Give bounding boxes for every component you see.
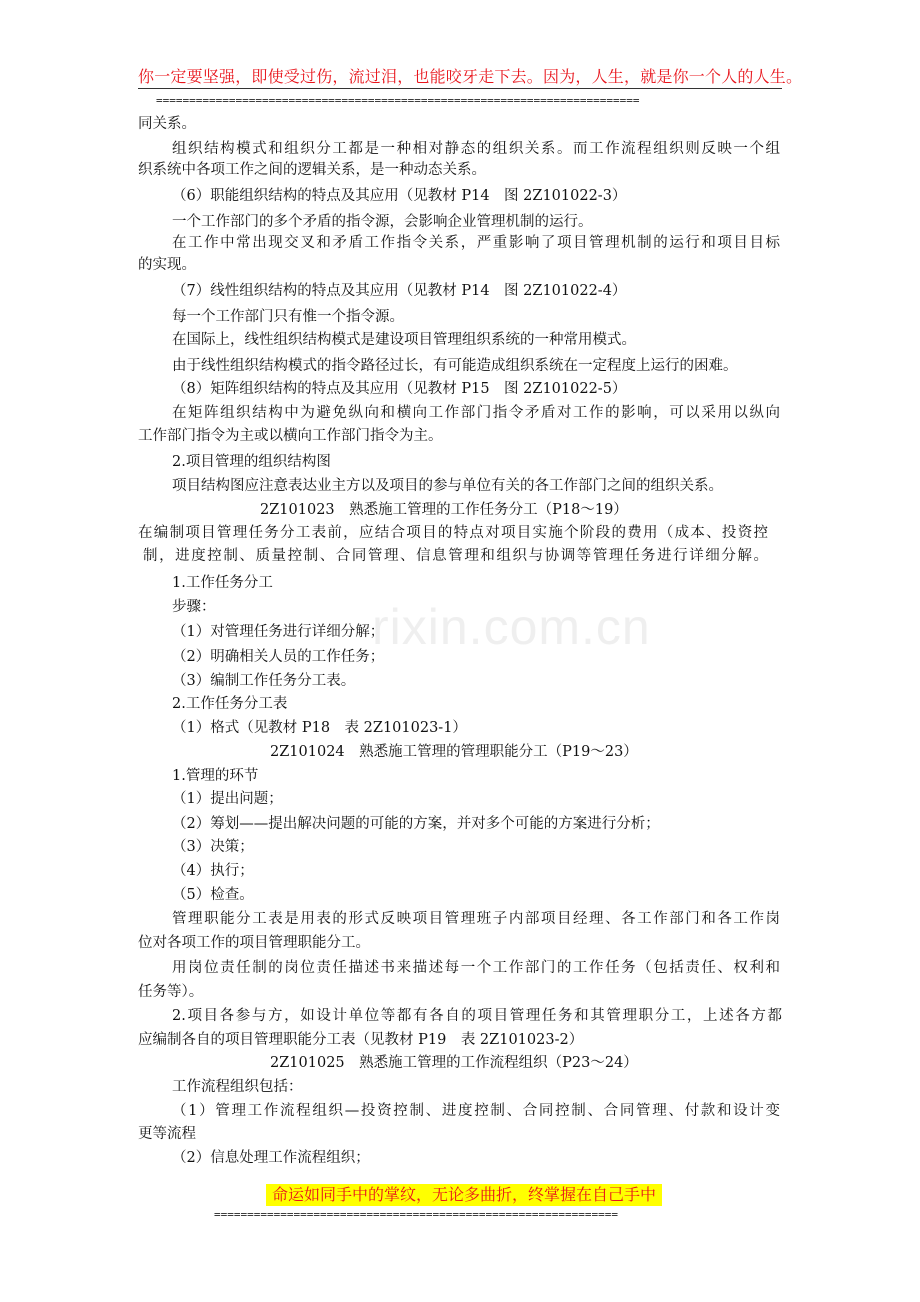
text-line: （2）明确相关人员的工作任务； <box>172 649 385 665</box>
text-line: 2.工作任务分工表 <box>172 696 288 712</box>
footer-separator: ============================================================= <box>214 1208 618 1221</box>
text-line: 同关系。 <box>138 116 196 132</box>
text-line: 一个工作部门的多个矛盾的指令源，会影响企业管理机制的运行。 <box>172 214 593 230</box>
watermark: rixin.com.cn <box>372 599 651 655</box>
text-line: （4）执行； <box>172 863 254 879</box>
text-line: 应编制各自的项目管理职能分工表（见教材 P19 表 2Z101023-2） <box>138 1032 584 1048</box>
text-line: 在编制项目管理任务分工表前，应结合项目的特点对项目实施个阶段的费用（成本、投资控 <box>138 525 768 541</box>
footer-motto: 命运如同手中的掌纹，无论多曲折，终掌握在自己手中 <box>266 1184 662 1206</box>
text-line: 每一个工作部门只有惟一个指令源。 <box>172 309 404 325</box>
text-line: 工作部门指令为主或以横向工作部门指令为主。 <box>138 428 443 444</box>
text-line: （5）检查。 <box>172 887 254 903</box>
text-line: 更等流程 <box>138 1126 196 1142</box>
text-line: （1）对管理任务进行详细分解； <box>172 624 385 640</box>
text-line: （7）线性组织结构的特点及其应用（见教材 P14 图 2Z101022-4） <box>172 283 627 299</box>
text-line: 由于线性组织结构模式的指令路径过长，有可能造成组织系统在一定程度上运行的困难。 <box>172 358 738 374</box>
text-line: 组织结构模式和组织分工都是一种相对静态的组织关系。而工作流程组织则反映一个组 <box>172 141 780 157</box>
text-line: 在国际上，线性组织结构模式是建设项目管理组织系统的一种常用模式。 <box>172 332 636 348</box>
text-line: 管理职能分工表是用表的形式反映项目管理班子内部项目经理、各工作部门和各工作岗 <box>172 911 780 927</box>
text-line: （1）提出问题； <box>172 791 283 807</box>
text-line: （1）格式（见教材 P18 表 2Z101023-1） <box>172 720 467 736</box>
text-line: （8）矩阵组织结构的特点及其应用（见教材 P15 图 2Z101022-5） <box>172 381 627 397</box>
text-line: 位对各项工作的项目管理职能分工。 <box>138 935 370 951</box>
text-line: （6）职能组织结构的特点及其应用（见教材 P14 图 2Z101022-3） <box>172 188 627 204</box>
header-separator: ========================================================================= <box>156 94 640 107</box>
text-line: （3）编制工作任务分工表。 <box>172 673 356 689</box>
text-line: 的实现。 <box>138 257 196 273</box>
text-line: 项目结构图应注意表达业主方以及项目的参与单位有关的各工作部门之间的组织关系。 <box>172 478 723 494</box>
text-line: 织系统中各项工作之间的逻辑关系，是一种动态关系。 <box>138 162 486 178</box>
text-line: 2Z101023 熟悉施工管理的工作任务分工（P18～19） <box>260 502 628 518</box>
text-line: （2）信息处理工作流程组织； <box>172 1150 370 1166</box>
text-line: 2.项目管理的组织结构图 <box>172 454 331 470</box>
text-line: 1.工作任务分工 <box>172 575 273 591</box>
text-line: （2）筹划——提出解决问题的可能的方案，并对多个可能的方案进行分析； <box>172 816 660 832</box>
text-line: 步骤： <box>172 599 216 615</box>
text-line: 工作流程组织包括： <box>172 1079 303 1095</box>
text-line: 2Z101025 熟悉施工管理的工作流程组织（P23～24） <box>270 1055 638 1071</box>
text-line: （1）管理工作流程组织—投资控制、进度控制、合同控制、合同管理、付款和设计变 <box>172 1103 780 1119</box>
text-line: 用岗位责任制的岗位责任描述书来描述每一个工作部门的工作任务（包括责任、权利和 <box>172 960 780 976</box>
text-line: （3）决策； <box>172 839 254 855</box>
header-rule <box>138 88 782 89</box>
text-line: 任务等）。 <box>138 984 204 1000</box>
text-line: 在工作中常出现交叉和矛盾工作指令关系，严重影响了项目管理机制的运行和项目目标 <box>172 235 780 251</box>
header-motto: 你一定要坚强，即使受过伤，流过泪，也能咬牙走下去。因为，人生，就是你一个人的人生。 <box>138 67 803 86</box>
text-line: 2Z101024 熟悉施工管理的管理职能分工（P19～23） <box>270 744 638 760</box>
text-line: 1.管理的环节 <box>172 768 259 784</box>
text-line: 制，进度控制、质量控制、合同管理、信息管理和组织与协调等管理任务进行详细分解。 <box>143 548 768 564</box>
text-line: 在矩阵组织结构中为避免纵向和横向工作部门指令矛盾对工作的影响，可以采用以纵向 <box>172 405 780 421</box>
text-line: 2.项目各参与方，如设计单位等都有各自的项目管理任务和其管理职分工，上述各方都 <box>172 1008 782 1024</box>
